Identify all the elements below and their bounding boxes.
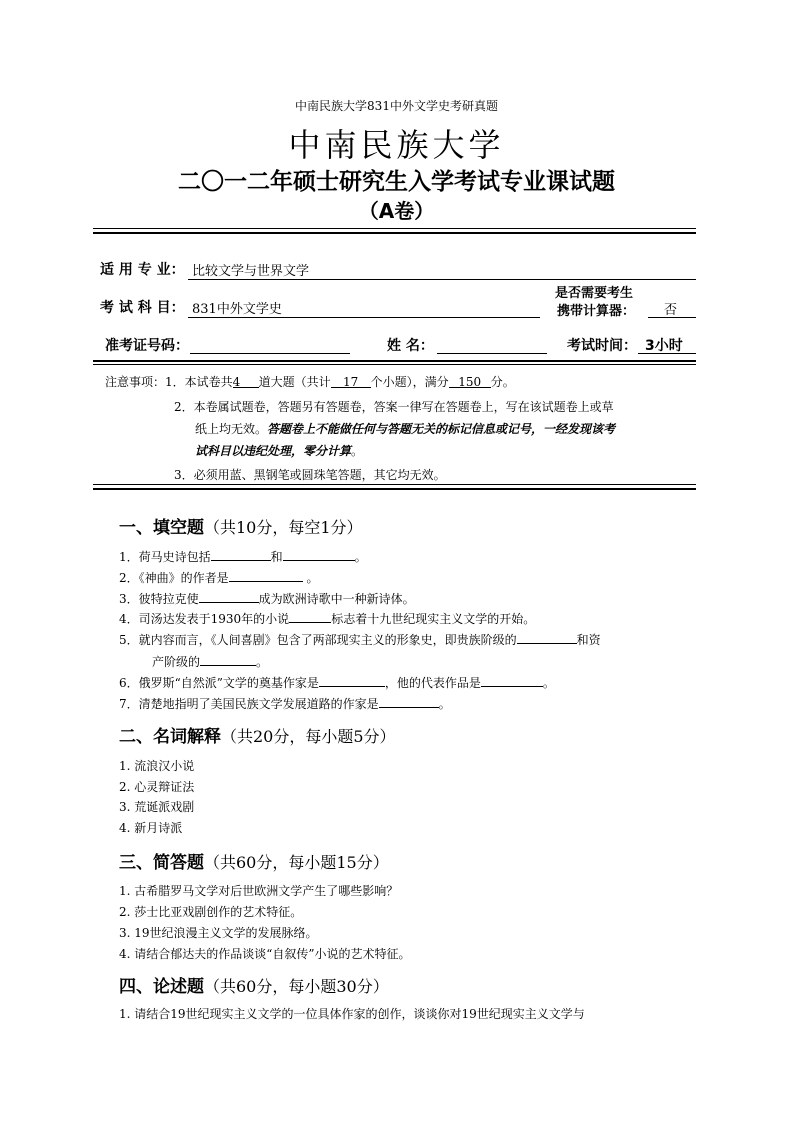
divider: [93, 484, 696, 485]
section-title: 一、填空题（共10分，每空1分）: [119, 518, 363, 538]
question: 6．俄罗斯“自然派”文学的奠基作家是 ，他的代表作品是 。: [119, 676, 555, 690]
ticket-label: 准考证号码：: [105, 338, 189, 354]
question: 7．清楚地指明了美国民族文学发展道路的作家是 。: [119, 697, 451, 711]
section-title: 三、简答题（共60分，每小题15分）: [119, 853, 389, 873]
question-cont: 产阶级的 。: [152, 655, 269, 669]
subject-underline: [188, 317, 540, 318]
time-label: 考试时间：: [567, 338, 637, 354]
question: 5．就内容而言，《人间喜剧》包含了两部现实主义的形象史，即贵族阶级的 和资: [119, 633, 601, 647]
notice-2-cont: 纸上均无效。答题卷上不能做任何与答题无关的标记信息或记号，一经发现该考: [195, 422, 616, 436]
major-underline: [188, 279, 696, 280]
question: 3. 荒诞派戏剧: [119, 800, 195, 814]
subject-value: 831中外文学史: [192, 302, 282, 317]
subject-label: 考 试 科 目：: [100, 300, 185, 316]
section-title: 四、论述题（共60分，每小题30分）: [119, 977, 389, 997]
ticket-underline: [190, 353, 350, 354]
exam-title: 二〇一二年硕士研究生入学考试专业课试题: [178, 169, 615, 195]
running-title: 中南民族大学831中外文学史考研真题: [295, 99, 498, 113]
notice-2: 2．本卷属试题卷，答题另有答题卷，答案一律写在答题卷上，写在该试题卷上或草: [174, 400, 614, 414]
divider: [93, 364, 696, 365]
time-underline: [638, 353, 696, 354]
time-value: 3小时: [645, 338, 683, 354]
notice-3: 3．必须用蓝、黑钢笔或圆珠笔答题，其它均无效。: [174, 468, 446, 482]
divider: [93, 360, 696, 362]
calculator-label: 是否需要考生: [555, 286, 634, 301]
question: 1. 请结合19世纪现实主义文学的一位具体作家的创作，谈谈你对19世纪现实主义文学与: [119, 1007, 585, 1021]
divider: [93, 228, 696, 229]
volume-label: （A卷）: [358, 199, 435, 223]
question: 4. 请结合郁达夫的作品谈谈“自叙传”小说的艺术特征。: [119, 947, 411, 961]
notice-2-cont: 试科目以违纪处理，零分计算。: [195, 444, 364, 458]
question: 3．彼特拉克使 成为欧洲诗歌中一种新诗体。: [119, 592, 415, 606]
notice-1: 注意事项：1．本试卷共4 道大题（共计 17 个小题），满分 150 分。: [105, 375, 515, 389]
question: 1．荷马史诗包括 和 。: [119, 550, 367, 564]
university-name: 中南民族大学: [288, 126, 505, 164]
question: 4. 新月诗派: [119, 821, 183, 835]
question: 4．司汤达发表于1930年的小说 标志着十九世纪现实主义文学的开始。: [119, 612, 536, 626]
calculator-label: 携带计算器：: [557, 304, 636, 319]
name-underline: [437, 353, 547, 354]
question: 1. 流浪汉小说: [119, 759, 195, 773]
divider: [93, 488, 696, 490]
major-label: 适 用 专 业：: [100, 262, 185, 278]
question: 2. 莎士比亚戏剧创作的艺术特征。: [119, 905, 303, 919]
question: 3. 19世纪浪漫主义文学的发展脉络。: [119, 926, 318, 940]
major-value: 比较文学与世界文学: [192, 264, 310, 279]
divider: [93, 232, 696, 234]
name-label: 姓 名：: [387, 338, 434, 354]
calculator-value: 否: [664, 303, 678, 318]
section-title: 二、名词解释（共20分，每小题5分）: [119, 727, 396, 747]
question: 1. 古希腊罗马文学对后世欧洲文学产生了哪些影响？: [119, 884, 399, 898]
question: 2. 心灵辩证法: [119, 780, 195, 794]
question: 2．《神曲》的作者是 。: [119, 571, 319, 585]
calculator-underline: [648, 317, 696, 318]
